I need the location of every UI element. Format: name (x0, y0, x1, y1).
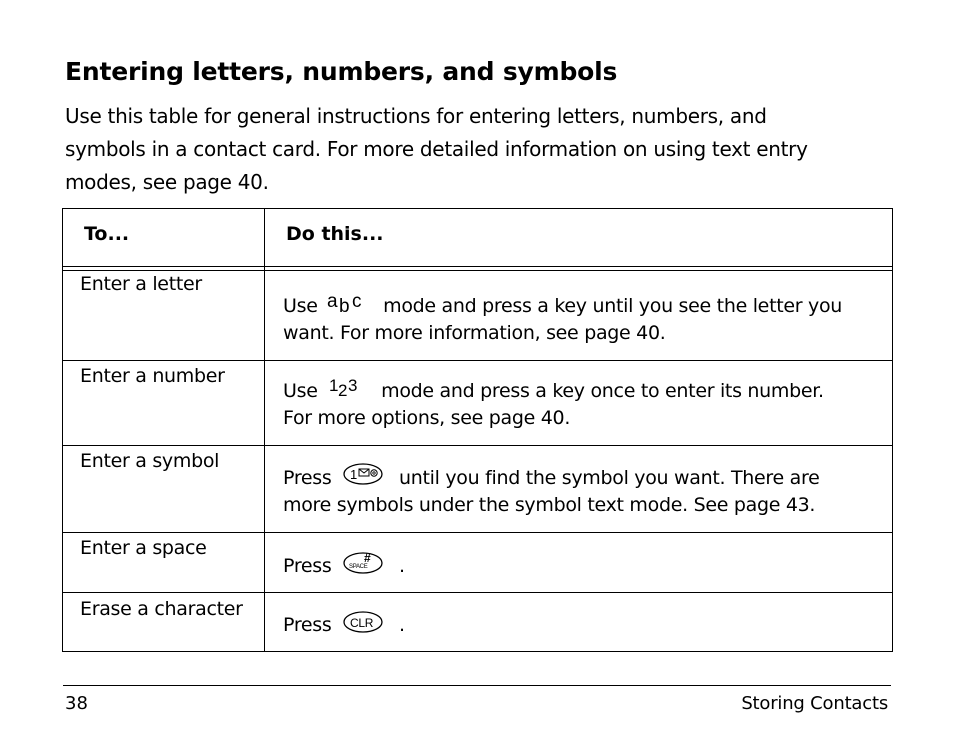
key-digit: 1 (350, 466, 358, 482)
abc-glyph: c (352, 290, 362, 312)
space-label: SPACE (349, 563, 368, 570)
table-row-do (283, 550, 883, 580)
abc-glyph: a (327, 290, 338, 312)
table-row-do (283, 375, 883, 432)
space-key-icon (337, 550, 393, 576)
table-row-to: Enter a symbol (80, 450, 220, 472)
table-row-do (283, 465, 883, 519)
row-divider (63, 445, 892, 446)
num-glyph: 2 (338, 380, 348, 400)
table-row-to: Erase a character (80, 598, 243, 620)
do-text: . (399, 555, 405, 577)
do-text: Use (283, 295, 318, 317)
section-name: Storing Contacts (741, 693, 888, 714)
do-text: Use (283, 380, 318, 402)
abc-mode-icon (323, 290, 377, 316)
row-divider (63, 592, 892, 593)
intro-paragraph (65, 100, 895, 199)
table-row-do (283, 290, 883, 347)
row-divider (63, 360, 892, 361)
section-heading: Entering letters, numbers, and symbols (65, 57, 618, 86)
page-number: 38 (65, 693, 88, 714)
do-text: . (399, 614, 405, 636)
do-text: For more options, see page 40. (283, 407, 571, 429)
header-rule (63, 266, 892, 267)
intro-line: symbols in a contact card. For more detailed information on using text entry (65, 137, 808, 161)
footer-rule (63, 685, 891, 686)
table-row-to: Enter a number (80, 365, 225, 387)
header-do-this: Do this... (286, 223, 384, 245)
num-glyph: 1 (329, 375, 339, 395)
abc-glyph: b (339, 295, 350, 316)
123-mode-icon (323, 375, 375, 401)
intro-line: Use this table for general instructions for entering letters, numbers, and (65, 104, 767, 128)
table-row-to: Enter a space (80, 537, 207, 559)
header-rule (63, 270, 892, 271)
do-text: until you find the symbol you want. There are (399, 467, 820, 489)
row-divider (63, 532, 892, 533)
intro-line: modes, see page 40. (65, 170, 269, 194)
column-divider (264, 209, 265, 651)
clr-label: CLR (350, 615, 374, 630)
do-text: Press (283, 614, 332, 636)
pound-symbol: # (364, 550, 371, 565)
do-text: mode and press a key until you see the letter you (383, 295, 843, 317)
do-text: Press (283, 467, 332, 489)
do-text: Press (283, 555, 332, 577)
num-glyph: 3 (348, 375, 358, 395)
clr-key-icon (337, 609, 393, 635)
do-text: mode and press a key once to enter its number. (381, 380, 824, 402)
table-row-to: Enter a letter (80, 273, 202, 295)
header-to: To... (84, 223, 130, 245)
do-text: want. For more information, see page 40. (283, 322, 666, 344)
do-text: more symbols under the symbol text mode. See page 43. (283, 494, 816, 516)
table-row-do (283, 612, 883, 639)
instructions-table (62, 208, 893, 652)
key-1-icon (337, 462, 393, 488)
